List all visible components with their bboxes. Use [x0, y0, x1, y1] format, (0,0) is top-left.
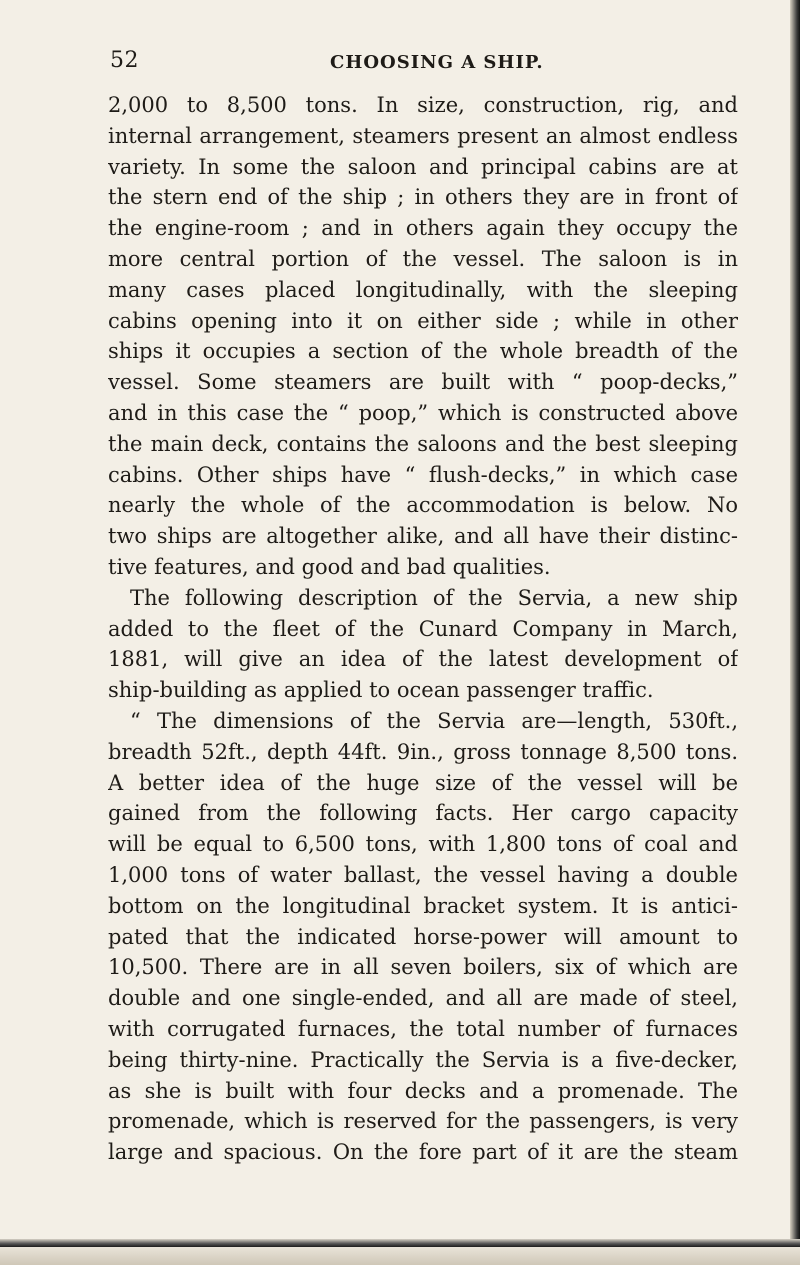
text-line: pated that the indicated horse-power will amount to: [108, 924, 738, 949]
text-line: cabins opening into it on either side ; while in other: [108, 308, 738, 333]
running-head: CHOOSING A SHIP.: [330, 52, 544, 73]
page-bottom-edge: [0, 1239, 800, 1247]
text-line: breadth 52ft., depth 44ft. 9in., gross tonnage 8,500 tons.: [108, 739, 738, 764]
text-line: the stern end of the ship ; in others they are in front of: [108, 185, 738, 210]
text-line: nearly the whole of the accommodation is below. No: [108, 493, 738, 518]
page-bottom-shadow: [0, 1247, 800, 1265]
text-line: gained from the following facts. Her cargo capacity: [108, 801, 738, 826]
text-line: more central portion of the vessel. The saloon is in: [108, 246, 738, 271]
page-number: 52: [110, 48, 139, 73]
text-line: The following description of the Servia, a new ship: [130, 585, 738, 610]
text-line: internal arrangement, steamers present an almost endless: [108, 123, 738, 148]
text-line: ships it occupies a section of the whole breadth of the: [108, 339, 738, 364]
text-line: many cases placed longitudinally, with the sleeping: [108, 277, 738, 302]
text-line: tive features, and good and bad qualities.: [108, 554, 551, 579]
text-line: with corrugated furnaces, the total number of furnaces: [108, 1016, 738, 1041]
text-line: ship-building as applied to ocean passenger traffic.: [108, 678, 654, 703]
page-body-text: [108, 90, 738, 1168]
text-line: will be equal to 6,500 tons, with 1,800 tons of coal and: [108, 832, 738, 857]
text-line: 1881, will give an idea of the latest development of: [108, 647, 738, 672]
text-line: the main deck, contains the saloons and the best sleeping: [108, 431, 738, 456]
text-line: two ships are altogether alike, and all have their distinc-: [108, 524, 738, 549]
text-line: A better idea of the huge size of the vessel will be: [108, 770, 738, 795]
text-line: being thirty-nine. Practically the Servia is a five-decker,: [108, 1047, 738, 1072]
text-line: vessel. Some steamers are built with “ poop-decks,”: [108, 370, 738, 395]
text-line: 1,000 tons of water ballast, the vessel having a double: [108, 862, 738, 887]
text-line: large and spacious. On the fore part of it are the steam: [108, 1140, 738, 1165]
text-line: 2,000 to 8,500 tons. In size, construction, rig, and: [108, 93, 738, 117]
text-line: cabins. Other ships have “ flush-decks,” in which case: [108, 462, 738, 487]
text-line: double and one single-ended, and all are made of steel,: [108, 986, 738, 1011]
text-line: bottom on the longitudinal bracket system. It is antici-: [108, 893, 738, 918]
text-line: variety. In some the saloon and principal cabins are at: [108, 154, 738, 179]
text-line: and in this case the “ poop,” which is constructed above: [108, 400, 738, 425]
text-line: 10,500. There are in all seven boilers, six of which are: [108, 955, 738, 980]
text-line: “ The dimensions of the Servia are—length, 530ft.,: [130, 708, 738, 733]
page-right-edge: [790, 0, 800, 1265]
text-line: the engine-room ; and in others again they occupy the: [108, 216, 738, 241]
text-line: added to the fleet of the Cunard Company in March,: [108, 616, 738, 641]
text-line: promenade, which is reserved for the passengers, is very: [108, 1109, 738, 1134]
text-line: as she is built with four decks and a promenade. The: [108, 1078, 738, 1103]
